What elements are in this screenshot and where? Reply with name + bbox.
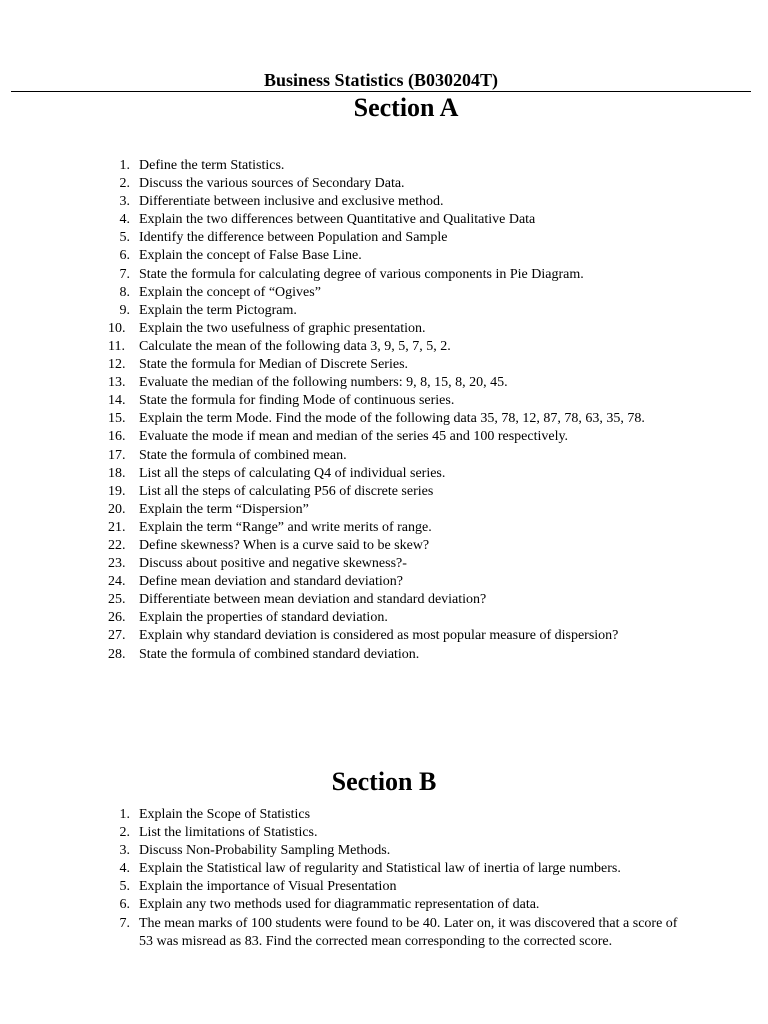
question-number: 5.: [119, 230, 130, 246]
question-item: [108, 157, 678, 175]
question-number: 10.: [108, 320, 126, 336]
question-number: 27.: [108, 628, 126, 644]
question-item: [108, 193, 678, 211]
question-item: [108, 284, 678, 302]
question-text: Explain the term Pictogram.: [139, 302, 297, 318]
question-number: 13.: [108, 375, 126, 391]
question-number: 7.: [119, 266, 130, 282]
question-text: Discuss the various sources of Secondary Data.: [139, 176, 405, 192]
question-text: Discuss Non-Probability Sampling Methods.: [139, 843, 391, 859]
question-text: The mean marks of 100 students were found to be 40. Later on, it was discovered that a score of 53 was misread as 83. Find the corrected mean corresponding to the corrected score.: [139, 915, 678, 949]
question-number: 14.: [108, 393, 126, 409]
question-item: [108, 896, 678, 914]
question-item: [108, 878, 678, 896]
question-text: Explain the term “Dispersion”: [139, 501, 309, 517]
question-number: 25.: [108, 592, 126, 608]
question-text: Define mean deviation and standard deviation?: [139, 574, 403, 590]
question-item: [108, 247, 678, 265]
question-item: [108, 483, 678, 501]
question-number: 1.: [119, 158, 130, 173]
question-item: [108, 627, 678, 645]
question-number: 6.: [119, 248, 130, 264]
question-text: Evaluate the mode if mean and median of the series 45 and 100 respectively.: [139, 429, 569, 445]
section-a-title: Section A: [353, 93, 459, 122]
question-number: 3.: [119, 194, 130, 210]
question-text: Discuss about positive and negative skewness?-: [139, 556, 407, 572]
question-number: 20.: [108, 501, 126, 517]
question-item: [108, 356, 678, 374]
question-text: Explain the term Mode. Find the mode of the following data 35, 78, 12, 87, 78, 63, 35, 78.: [139, 411, 645, 427]
question-text: State the formula for finding Mode of continuous series.: [139, 393, 455, 409]
question-item: [108, 501, 678, 519]
question-item: [108, 211, 678, 229]
question-text: Explain the term “Range” and write merits of range.: [139, 519, 432, 535]
question-number: 2.: [119, 825, 130, 841]
header-rule: [11, 91, 751, 92]
question-number: 24.: [108, 574, 126, 590]
question-text: Explain the two usefulness of graphic presentation.: [139, 320, 426, 336]
question-number: 16.: [108, 429, 126, 445]
section-b-question-list: [108, 806, 678, 951]
question-item: [108, 915, 678, 951]
question-item: [108, 537, 678, 555]
question-item: [108, 410, 678, 428]
question-item: [108, 392, 678, 410]
question-text: Explain the Statistical law of regularity and Statistical law of inertia of large numbers.: [139, 861, 621, 877]
question-text: Evaluate the median of the following numbers: 9, 8, 15, 8, 20, 45.: [139, 375, 508, 391]
question-number: 19.: [108, 483, 126, 499]
question-text: List all the steps of calculating Q4 of individual series.: [139, 465, 446, 481]
course-title: Business Statistics (B030204T): [263, 70, 499, 90]
question-number: 7.: [119, 915, 130, 931]
question-item: [108, 824, 678, 842]
question-number: 9.: [119, 302, 130, 318]
question-number: 22.: [108, 537, 126, 553]
question-number: 18.: [108, 465, 126, 481]
question-item: [108, 465, 678, 483]
question-text: Define skewness? When is a curve said to be skew?: [139, 537, 430, 553]
question-text: Differentiate between inclusive and exclusive method.: [139, 194, 444, 210]
question-item: [108, 519, 678, 537]
question-item: [108, 266, 678, 284]
question-text: List all the steps of calculating P56 of discrete series: [139, 483, 434, 499]
question-number: 12.: [108, 357, 126, 373]
question-text: State the formula for Median of Discrete Series.: [139, 357, 409, 373]
question-number: 5.: [119, 879, 130, 895]
question-item: [108, 842, 678, 860]
question-text: List the limitations of Statistics.: [139, 825, 318, 841]
question-item: [108, 591, 678, 609]
question-item: [108, 806, 678, 824]
question-number: 4.: [119, 861, 130, 877]
question-text: State the formula of combined mean.: [139, 447, 347, 463]
question-item: [108, 338, 678, 356]
question-number: 1.: [119, 807, 130, 822]
question-text: Explain the properties of standard deviation.: [139, 610, 388, 626]
question-text: Explain the two differences between Quantitative and Qualitative Data: [139, 212, 536, 228]
question-number: 11.: [108, 338, 125, 354]
question-text: Differentiate between mean deviation and standard deviation?: [139, 592, 487, 608]
question-number: 6.: [119, 897, 130, 913]
question-text: State the formula for calculating degree of various components in Pie Diagram.: [139, 266, 584, 282]
section-b-title: Section B: [331, 767, 437, 796]
question-text: Calculate the mean of the following data 3, 9, 5, 7, 5, 2.: [139, 338, 451, 354]
question-item: [108, 573, 678, 591]
question-text: Explain the concept of False Base Line.: [139, 248, 362, 264]
question-number: 3.: [119, 843, 130, 859]
question-text: Explain any two methods used for diagrammatic representation of data.: [139, 897, 540, 913]
question-item: [108, 860, 678, 878]
question-text: Explain the Scope of Statistics: [139, 807, 311, 822]
question-text: Define the term Statistics.: [139, 158, 285, 173]
question-item: [108, 229, 678, 247]
question-number: 23.: [108, 556, 126, 572]
question-number: 21.: [108, 519, 126, 535]
question-text: Explain the importance of Visual Presentation: [139, 879, 397, 895]
question-text: Explain the concept of “Ogives”: [139, 284, 321, 300]
question-number: 4.: [119, 212, 130, 228]
question-item: [108, 175, 678, 193]
question-item: [108, 320, 678, 338]
question-item: [108, 428, 678, 446]
question-text: State the formula of combined standard deviation.: [139, 646, 420, 662]
question-item: [108, 302, 678, 320]
question-text: Explain why standard deviation is considered as most popular measure of dispersion?: [139, 628, 619, 644]
question-item: [108, 447, 678, 465]
question-item: [108, 555, 678, 573]
section-a-question-list: [108, 157, 678, 664]
question-number: 2.: [119, 176, 130, 192]
question-number: 28.: [108, 646, 126, 662]
question-text: Identify the difference between Population and Sample: [139, 230, 448, 246]
question-number: 17.: [108, 447, 126, 463]
question-item: [108, 646, 678, 664]
question-number: 26.: [108, 610, 126, 626]
question-item: [108, 374, 678, 392]
question-number: 15.: [108, 411, 126, 427]
question-item: [108, 609, 678, 627]
question-number: 8.: [119, 284, 130, 300]
